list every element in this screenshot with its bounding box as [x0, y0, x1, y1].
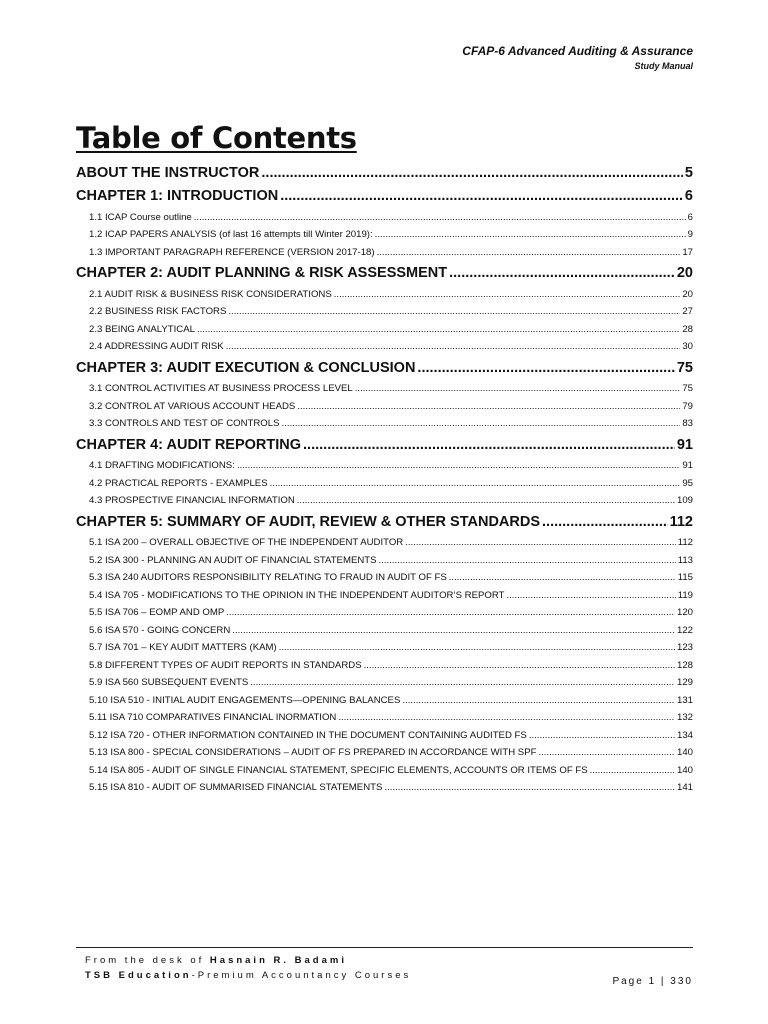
- toc-section-entry[interactable]: [89, 537, 693, 549]
- toc-dot-leader: [297, 401, 680, 413]
- toc-section-entry[interactable]: [89, 478, 693, 490]
- toc-entry-title: 1.1 ICAP Course outline: [89, 211, 192, 223]
- toc-entry-title: 3.2 CONTROL AT VARIOUS ACCOUNT HEADS: [89, 400, 296, 412]
- toc-entry-title: 5.6 ISA 570 - GOING CONCERN: [89, 624, 231, 636]
- toc-title: Table of Contents: [76, 121, 357, 155]
- page-number: Page 1 | 330: [612, 976, 693, 987]
- toc-entry-title: 5.1 ISA 200 – OVERALL OBJECTIVE OF THE INDEPENDENT AUDITOR: [89, 537, 404, 548]
- toc-entry-page: 119: [677, 589, 693, 601]
- toc-entry-page: 132: [676, 712, 693, 723]
- toc-entry-title: 5.12 ISA 720 - OTHER INFORMATION CONTAINED IN THE DOCUMENT CONTAINING AUDITED FS: [89, 729, 527, 741]
- toc-section-entry[interactable]: [89, 782, 693, 794]
- toc-entry-title: 5.2 ISA 300 - PLANNING AN AUDIT OF FINANCIAL STATEMENTS: [89, 554, 377, 566]
- toc-entry-page: 112: [677, 537, 693, 548]
- footer-credit: [85, 953, 411, 983]
- toc-dot-leader: [542, 513, 668, 532]
- toc-section-entry[interactable]: [89, 607, 693, 619]
- toc-entry-page: 79: [682, 400, 693, 412]
- toc-entry-title: 5.11 ISA 710 COMPARATIVES FINANCIAL INORMATION: [89, 712, 337, 723]
- toc-entry-page: 122: [676, 624, 693, 636]
- page-header: [462, 44, 693, 71]
- toc-dot-leader: [377, 247, 681, 259]
- toc-entry-page: 9: [687, 229, 693, 240]
- toc-entry-page: 129: [676, 677, 693, 688]
- toc-entry-page: 5: [684, 165, 693, 181]
- toc-entry-title: CHAPTER 5: SUMMARY OF AUDIT, REVIEW & OTHER STANDARDS: [76, 513, 541, 530]
- toc-entry-title: 1.3 IMPORTANT PARAGRAPH REFERENCE (VERSION 2017-18): [89, 246, 375, 258]
- toc-chapter-entry[interactable]: [76, 359, 693, 378]
- footer-desk-prefix: From the desk of: [85, 955, 210, 966]
- toc-entry-page: 140: [676, 764, 693, 776]
- table-of-contents: [76, 160, 693, 800]
- toc-dot-leader: [334, 289, 681, 301]
- toc-dot-leader: [364, 660, 675, 672]
- toc-section-entry[interactable]: [89, 747, 693, 759]
- toc-dot-leader: [282, 418, 681, 430]
- toc-entry-page: 140: [676, 747, 693, 758]
- toc-entry-title: 5.9 ISA 560 SUBSEQUENT EVENTS: [89, 677, 249, 688]
- toc-entry-page: 27: [682, 306, 693, 317]
- toc-entry-title: CHAPTER 4: AUDIT REPORTING: [76, 436, 302, 453]
- toc-entry-page: 75: [676, 359, 693, 376]
- toc-dot-leader: [303, 436, 675, 455]
- toc-dot-leader: [261, 164, 683, 183]
- toc-section-entry[interactable]: [89, 306, 693, 318]
- toc-entry-page: 123: [676, 642, 693, 653]
- toc-entry-title: 3.1 CONTROL ACTIVITIES AT BUSINESS PROCESS LEVEL: [89, 383, 353, 394]
- toc-dot-leader: [506, 590, 675, 602]
- toc-section-entry[interactable]: [89, 401, 693, 413]
- toc-entry-title: 5.13 ISA 800 - SPECIAL CONSIDERATIONS – AUDIT OF FS PREPARED IN ACCORDANCE WITH SPF: [89, 747, 537, 758]
- toc-dot-leader: [226, 341, 681, 353]
- header-subtitle: Study Manual: [634, 61, 693, 71]
- toc-section-entry[interactable]: [89, 765, 693, 777]
- toc-dot-leader: [280, 187, 683, 206]
- toc-entry-page: 30: [682, 341, 693, 352]
- toc-section-entry[interactable]: [89, 324, 693, 336]
- toc-entry-title: 4.2 PRACTICAL REPORTS - EXAMPLES: [89, 477, 268, 489]
- toc-entry-title: 2.2 BUSINESS RISK FACTORS: [89, 306, 227, 317]
- toc-section-entry[interactable]: [89, 212, 693, 224]
- toc-dot-leader: [375, 229, 686, 241]
- toc-entry-title: CHAPTER 3: AUDIT EXECUTION & CONCLUSION: [76, 359, 416, 376]
- toc-dot-leader: [270, 478, 681, 490]
- toc-dot-leader: [197, 324, 680, 336]
- toc-dot-leader: [232, 625, 675, 637]
- toc-entry-title: CHAPTER 1: INTRODUCTION: [76, 188, 279, 204]
- toc-entry-title: 5.14 ISA 805 - AUDIT OF SINGLE FINANCIAL STATEMENT, SPECIFIC ELEMENTS, ACCOUNTS OR ITEMS OF FS: [89, 764, 588, 776]
- toc-entry-page: 128: [676, 659, 693, 671]
- toc-section-entry[interactable]: [89, 460, 693, 472]
- toc-entry-page: 83: [682, 418, 693, 429]
- toc-dot-leader: [590, 765, 675, 777]
- toc-dot-leader: [250, 677, 675, 689]
- toc-dot-leader: [355, 383, 681, 395]
- toc-entry-page: 141: [676, 782, 693, 793]
- toc-dot-leader: [529, 730, 675, 742]
- header-title: CFAP-6 Advanced Auditing & Assurance: [462, 44, 693, 58]
- toc-chapter-entry[interactable]: [76, 436, 693, 455]
- toc-section-entry[interactable]: [89, 418, 693, 430]
- toc-section-entry[interactable]: [89, 590, 693, 602]
- toc-chapter-entry[interactable]: [76, 513, 693, 532]
- toc-section-entry[interactable]: [89, 625, 693, 637]
- footer-divider: [76, 947, 693, 948]
- toc-entry-page: 20: [682, 288, 693, 300]
- toc-section-entry[interactable]: [89, 730, 693, 742]
- footer-author: Hasnain R. Badami: [209, 955, 347, 966]
- toc-entry-page: 120: [676, 607, 693, 618]
- footer-tagline: -Premium Accountancy Courses: [191, 970, 412, 981]
- toc-entry-title: 1.2 ICAP PAPERS ANALYSIS (of last 16 attempts till Winter 2019):: [89, 229, 373, 240]
- toc-entry-page: 95: [682, 477, 693, 489]
- toc-dot-leader: [338, 712, 675, 724]
- toc-dot-leader: [402, 695, 675, 707]
- toc-entry-title: CHAPTER 2: AUDIT PLANNING & RISK ASSESSMENT: [76, 265, 448, 281]
- toc-section-entry[interactable]: [89, 712, 693, 724]
- toc-entry-page: 109: [676, 495, 693, 506]
- toc-entry-page: 20: [676, 265, 693, 281]
- toc-section-entry[interactable]: [89, 341, 693, 353]
- toc-dot-leader: [279, 642, 675, 654]
- toc-entry-title: ABOUT THE INSTRUCTOR: [76, 165, 260, 181]
- toc-entry-page: 112: [669, 513, 693, 530]
- toc-entry-page: 6: [684, 188, 693, 204]
- toc-entry-page: 91: [676, 436, 693, 453]
- toc-dot-leader: [449, 264, 675, 283]
- toc-section-entry[interactable]: [89, 495, 693, 507]
- toc-dot-leader: [297, 495, 675, 507]
- toc-entry-title: 5.3 ISA 240 AUDITORS RESPONSIBILITY RELATING TO FRAUD IN AUDIT OF FS: [89, 572, 447, 583]
- toc-entry-title: 3.3 CONTROLS AND TEST OF CONTROLS: [89, 418, 280, 429]
- toc-section-entry[interactable]: [89, 677, 693, 689]
- toc-dot-leader: [538, 747, 675, 759]
- toc-entry-title: 5.15 ISA 810 - AUDIT OF SUMMARISED FINANCIAL STATEMENTS: [89, 782, 383, 793]
- toc-entry-page: 131: [676, 694, 693, 706]
- toc-entry-title: 5.4 ISA 705 - MODIFICATIONS TO THE OPINION IN THE INDEPENDENT AUDITOR’S REPORT: [89, 589, 505, 601]
- toc-section-entry[interactable]: [89, 247, 693, 259]
- toc-entry-page: 113: [677, 554, 693, 566]
- toc-section-entry[interactable]: [89, 642, 693, 654]
- toc-chapter-entry[interactable]: [76, 264, 693, 283]
- toc-dot-leader: [228, 306, 680, 318]
- toc-dot-leader: [226, 607, 675, 619]
- footer-org: TSB Education: [85, 970, 192, 981]
- toc-entry-page: 6: [687, 211, 693, 223]
- toc-entry-title: 5.7 ISA 701 – KEY AUDIT MATTERS (KAM): [89, 642, 277, 653]
- toc-section-entry[interactable]: [89, 695, 693, 707]
- toc-entry-title: 4.1 DRAFTING MODIFICATIONS:: [89, 460, 235, 471]
- toc-section-entry[interactable]: [89, 572, 693, 584]
- toc-dot-leader: [417, 359, 674, 378]
- toc-entry-page: 91: [682, 460, 693, 471]
- toc-chapter-entry[interactable]: [76, 164, 693, 183]
- toc-entry-title: 2.3 BEING ANALYTICAL: [89, 323, 195, 335]
- toc-section-entry[interactable]: [89, 289, 693, 301]
- toc-chapter-entry[interactable]: [76, 187, 693, 206]
- toc-dot-leader: [237, 460, 680, 472]
- toc-section-entry[interactable]: [89, 229, 693, 241]
- toc-section-entry[interactable]: [89, 555, 693, 567]
- toc-entry-page: 134: [676, 729, 693, 741]
- toc-entry-page: 28: [682, 323, 693, 335]
- toc-dot-leader: [449, 572, 676, 584]
- toc-entry-title: 5.8 DIFFERENT TYPES OF AUDIT REPORTS IN STANDARDS: [89, 659, 362, 671]
- toc-entry-page: 75: [682, 383, 693, 394]
- toc-entry-title: 2.1 AUDIT RISK & BUSINESS RISK CONSIDERATIONS: [89, 288, 332, 300]
- toc-entry-page: 17: [682, 246, 693, 258]
- toc-dot-leader: [405, 537, 675, 549]
- toc-dot-leader: [379, 555, 676, 567]
- toc-section-entry[interactable]: [89, 383, 693, 395]
- toc-dot-leader: [194, 212, 686, 224]
- toc-entry-title: 2.4 ADDRESSING AUDIT RISK: [89, 341, 224, 352]
- toc-entry-page: 115: [677, 572, 693, 583]
- toc-section-entry[interactable]: [89, 660, 693, 672]
- toc-entry-title: 5.5 ISA 706 – EOMP AND OMP: [89, 607, 225, 618]
- toc-entry-title: 4.3 PROSPECTIVE FINANCIAL INFORMATION: [89, 495, 295, 506]
- toc-dot-leader: [384, 782, 675, 794]
- toc-entry-title: 5.10 ISA 510 - INITIAL AUDIT ENGAGEMENTS—OPENING BALANCES: [89, 694, 401, 706]
